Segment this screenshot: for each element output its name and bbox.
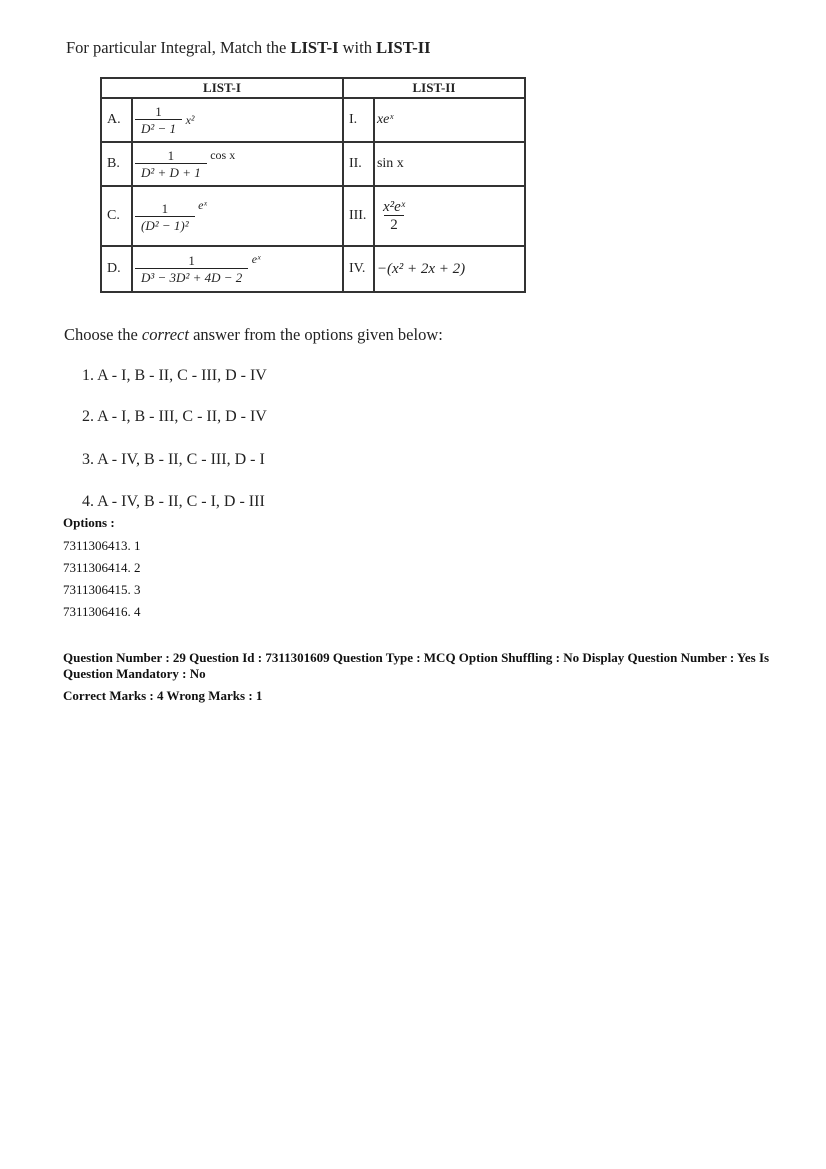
fraction-denominator: D² − 1 [135, 119, 182, 137]
row-label-iii: III. [343, 186, 374, 246]
list1-expr-d [132, 246, 343, 292]
fraction-numerator: 1 [167, 147, 175, 163]
table-row [101, 98, 525, 142]
choice-2: 2. A - I, B - III, C - II, D - IV [82, 408, 267, 425]
row-label-b: B. [101, 142, 132, 186]
expression: xeˣ [376, 112, 394, 127]
table-row [101, 186, 525, 246]
list1-expr-a [132, 98, 343, 142]
table-row [101, 142, 525, 186]
title-list1: LIST-I [290, 38, 339, 57]
fraction-denominator: 2 [384, 215, 404, 233]
question-title [66, 38, 431, 58]
fraction-numerator: 1 [155, 103, 162, 119]
list2-expr-iv [374, 246, 525, 292]
header-list2: LIST-II [343, 78, 525, 98]
choice-3: 3. A - IV, B - II, C - III, D - I [82, 451, 265, 468]
operand: eˣ [198, 197, 207, 212]
fraction-numerator: 1 [161, 201, 169, 217]
row-label-a: A. [101, 98, 132, 142]
header-list1: LIST-I [101, 78, 343, 98]
title-mid: with [338, 38, 377, 57]
fraction-denominator: (D² − 1)² [135, 216, 195, 234]
list2-expr-i [374, 98, 525, 142]
options-label: Options : [63, 515, 115, 530]
row-label-iv: IV. [343, 246, 374, 292]
table-header-row [101, 78, 525, 98]
row-label-ii: II. [343, 142, 374, 186]
option-item: 7311306416. 4 [63, 604, 141, 619]
fraction-numerator: x²eˣ [382, 198, 405, 215]
list1-expr-c [132, 186, 343, 246]
list1-expr-b [132, 142, 343, 186]
expression: sin x [376, 156, 404, 171]
option-item: 7311306413. 1 [63, 538, 141, 553]
choice-4: 4. A - IV, B - II, C - I, D - III [82, 493, 265, 510]
instruction-emphasis: correct [141, 325, 189, 344]
option-item: 7311306414. 2 [63, 560, 141, 575]
row-label-d: D. [101, 246, 132, 292]
instruction-prefix: Choose the [64, 325, 142, 344]
fraction-denominator: D² + D + 1 [135, 163, 207, 181]
list2-expr-ii [374, 142, 525, 186]
row-label-i: I. [343, 98, 374, 142]
expression: −(x² + 2x + 2) [376, 260, 466, 277]
operand: cos x [210, 148, 236, 163]
list2-expr-iii [374, 186, 525, 246]
operand: x² [185, 112, 195, 127]
instruction-suffix: answer from the options given below: [188, 325, 443, 344]
fraction-denominator: D³ − 3D² + 4D − 2 [135, 268, 248, 286]
option-item: 7311306415. 3 [63, 582, 141, 597]
table-row [101, 246, 525, 292]
instruction-text [64, 325, 443, 345]
title-list2: LIST-II [376, 38, 431, 57]
operand: eˣ [251, 251, 261, 266]
row-label-c: C. [101, 186, 132, 246]
match-table [100, 77, 526, 293]
marks-meta: Correct Marks : 4 Wrong Marks : 1 [63, 688, 263, 703]
choice-1: 1. A - I, B - II, C - III, D - IV [82, 367, 267, 384]
question-meta: Question Number : 29 Question Id : 7311301609 Question Type : MCQ Option Shuffling : No Display Question Number : Yes Is Question Mandatory : No [63, 650, 770, 681]
title-prefix: For particular Integral, Match the [66, 38, 291, 57]
fraction-numerator: 1 [188, 253, 195, 269]
